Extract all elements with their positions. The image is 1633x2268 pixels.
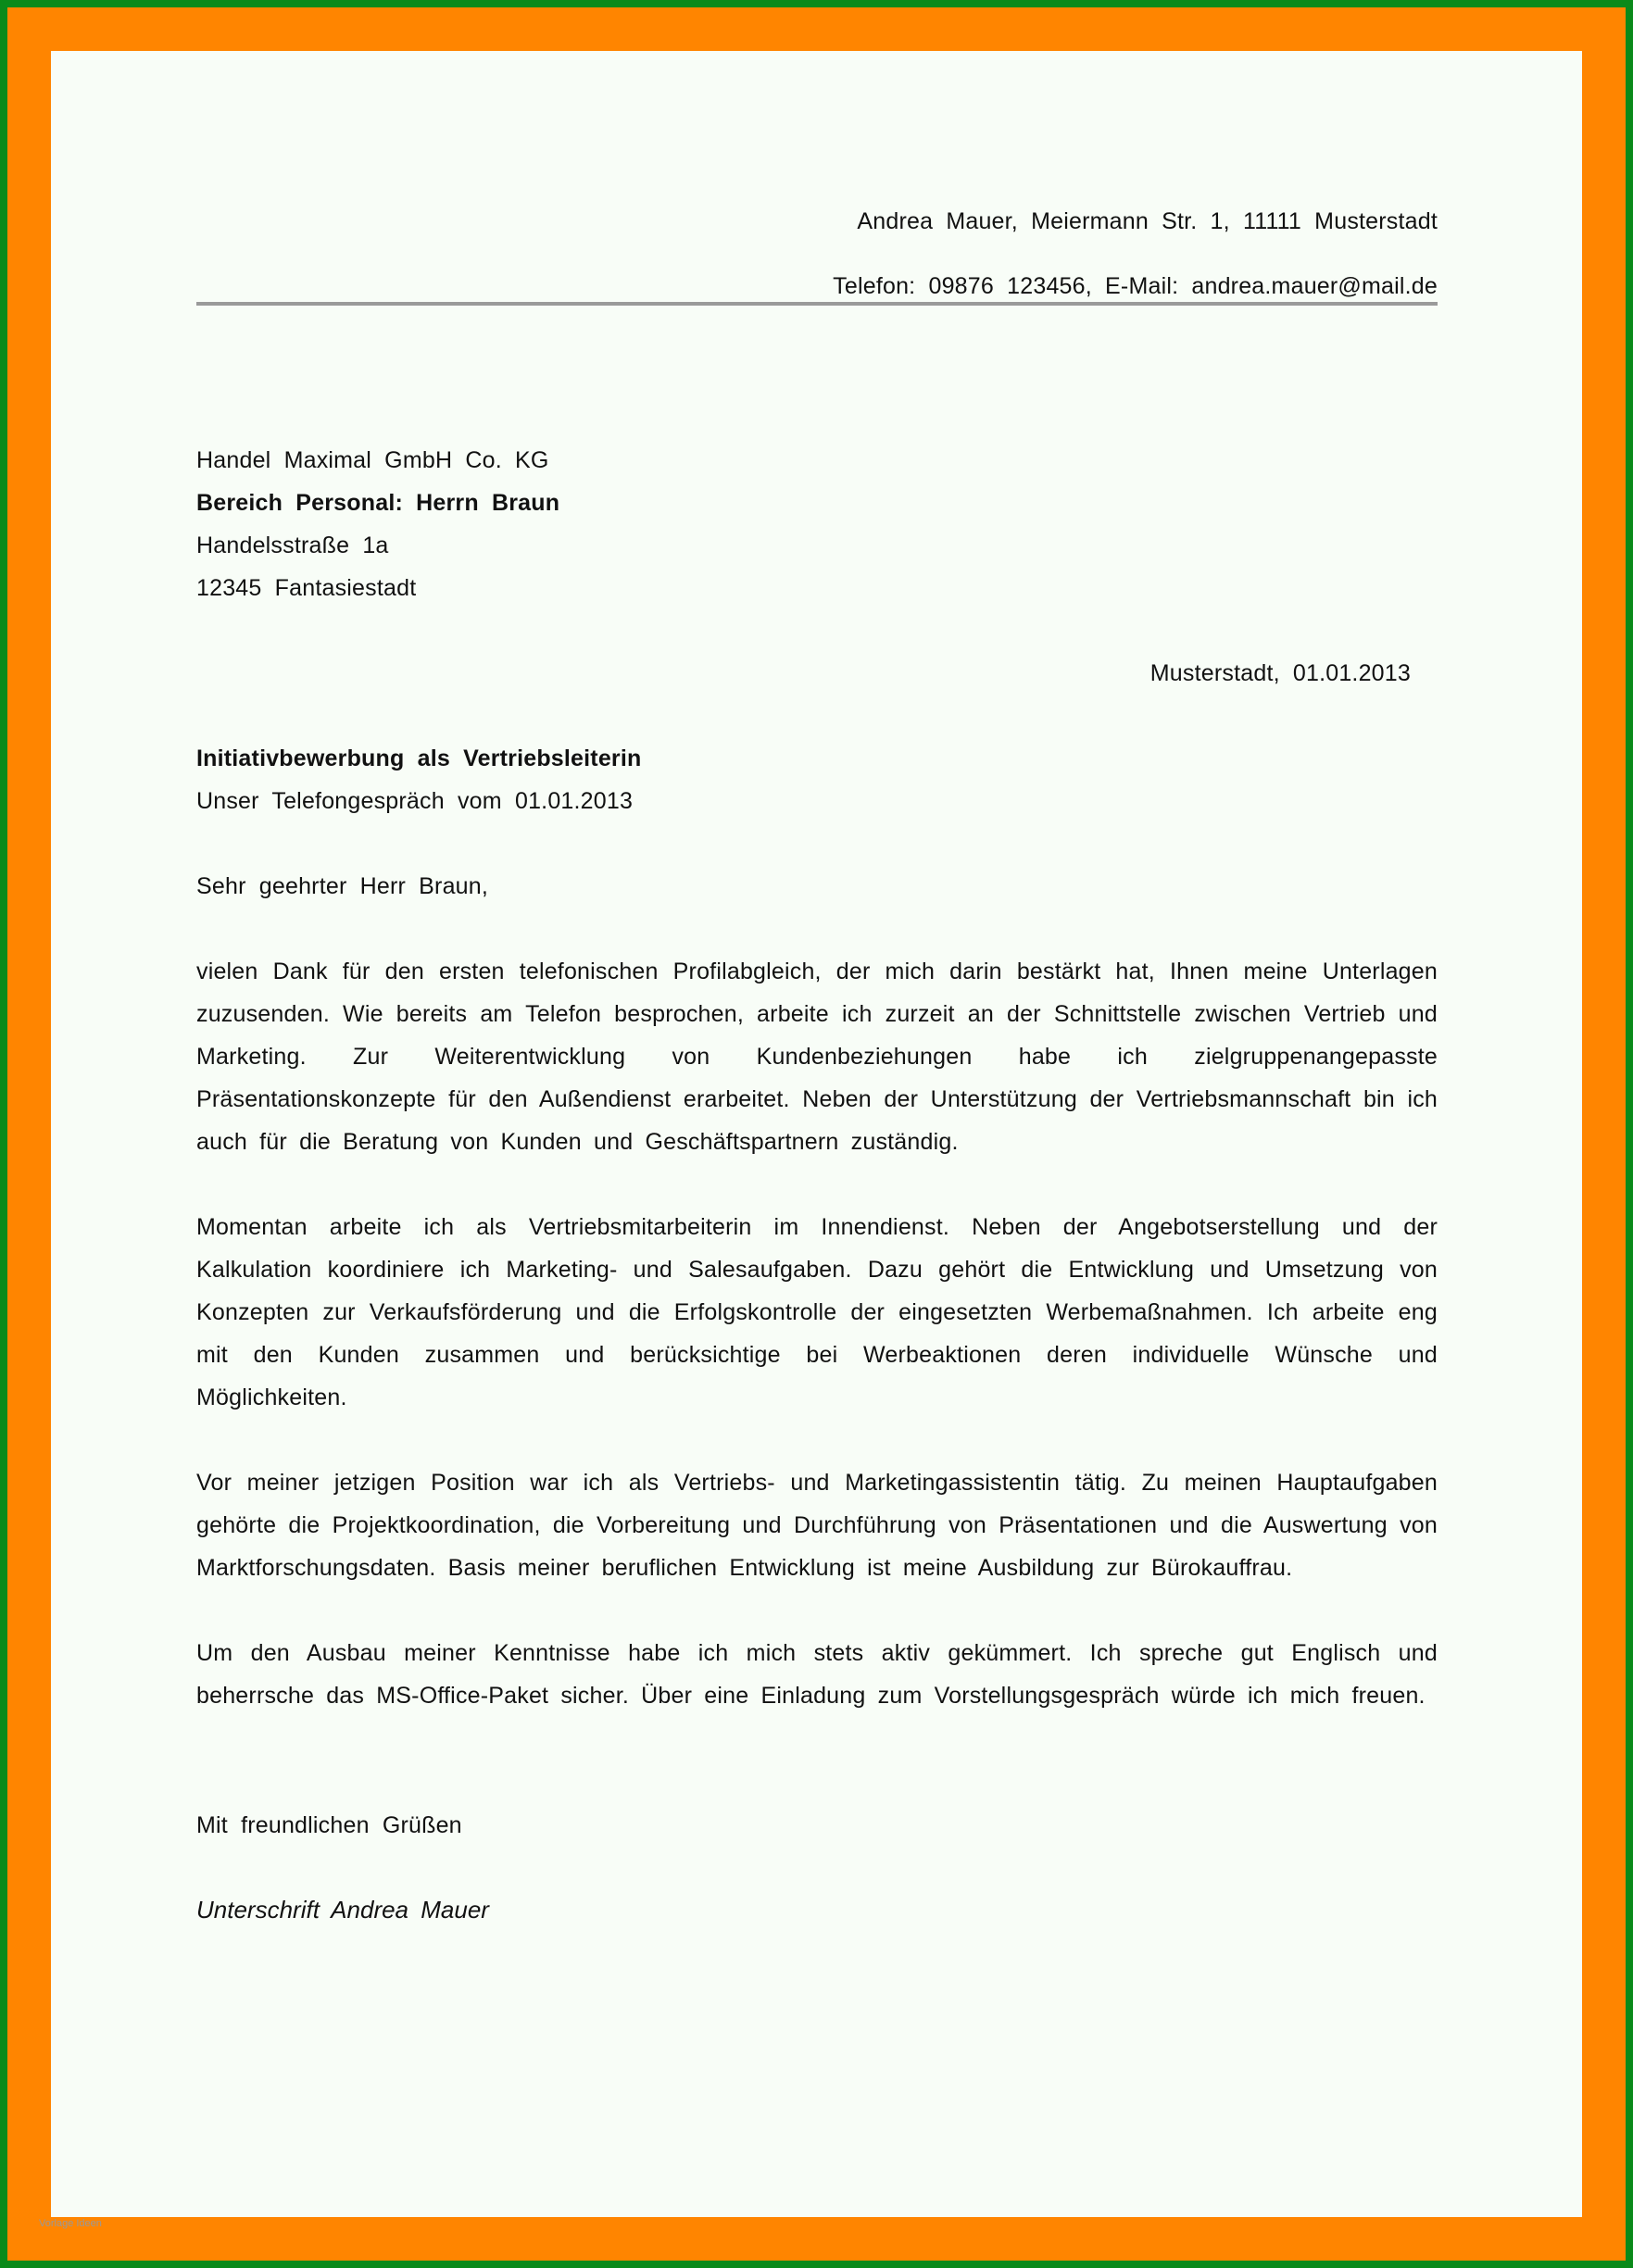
body-paragraph: vielen Dank für den ersten telefonischen Profilabgleich, der mich darin bestärkt hat, Ihnen meine Unterlagen zuzusenden. Wie bereits am Telefon besprochen, arbeite ich zurzeit an der Schnittstelle zwischen Vertrieb und Marketing. Zur Weiterentwicklung von Kundenbeziehungen habe ich zielgruppenangepasste Präsentationskonzepte für den Außendienst erarbeitet. Neben der Unterstützung der Vertriebsmannschaft bin ich auch für die Beratung von Kunden und Geschäftspartnern zuständig.	[196, 959, 1438, 1155]
body-paragraph: Um den Ausbau meiner Kenntnisse habe ich mich stets aktiv gekümmert. Ich spreche gut Englisch und beherrsche das MS-Office-Paket sicher. Über eine Einladung zum Vorstellungsgespräch würde ich mich freuen.	[196, 1640, 1438, 1709]
letter-reference: Unser Telefongespräch vom 01.01.2013	[196, 788, 634, 814]
header-divider	[196, 302, 1438, 306]
body-paragraph: Momentan arbeite ich als Vertriebsmitarbeiterin im Innendienst. Neben der Angebotserstellung und der Kalkulation koordiniere ich Marketing- und Salesaufgaben. Dazu gehört die Entwicklung und Umsetzung von Konzepten zur Verkaufsförderung und die Erfolgskontrolle der eingesetzten Werbemaßnahmen. Ich arbeite eng mit den Kunden zusammen und berücksichtige bei Werbeaktionen deren individuelle Wünsche und Möglichkeiten.	[196, 1214, 1438, 1410]
signature: Unterschrift Andrea Mauer	[196, 1896, 489, 1923]
watermark: Vorlage Ideen	[39, 2218, 102, 2229]
recipient-department: Bereich Personal: Herrn Braun	[196, 490, 560, 516]
recipient-street: Handelsstraße 1a	[196, 533, 389, 558]
sender-address: Andrea Mauer, Meiermann Str. 1, 11111 Musterstadt	[857, 208, 1438, 234]
recipient-city: 12345 Fantasiestadt	[196, 575, 417, 601]
recipient-company: Handel Maximal GmbH Co. KG	[196, 447, 549, 473]
body-paragraph: Vor meiner jetzigen Position war ich als Vertriebs- und Marketingassistentin tätig. Zu meinen Hauptaufgaben gehörte die Projektkoordination, die Vorbereitung und Durchführung von Präsentationen und die Auswertung von Marktforschungsdaten. Basis meiner beruflichen Entwicklung ist meine Ausbildung zur Bürokauffrau.	[196, 1470, 1438, 1581]
letter-date: Musterstadt, 01.01.2013	[1149, 660, 1411, 686]
salutation: Sehr geehrter Herr Braun,	[196, 873, 489, 899]
closing: Mit freundlichen Grüßen	[196, 1812, 462, 1838]
sender-contact: Telefon: 09876 123456, E-Mail: andrea.mauer@mail.de	[833, 273, 1438, 299]
letter-subject: Initiativbewerbung als Vertriebsleiterin	[196, 746, 642, 771]
